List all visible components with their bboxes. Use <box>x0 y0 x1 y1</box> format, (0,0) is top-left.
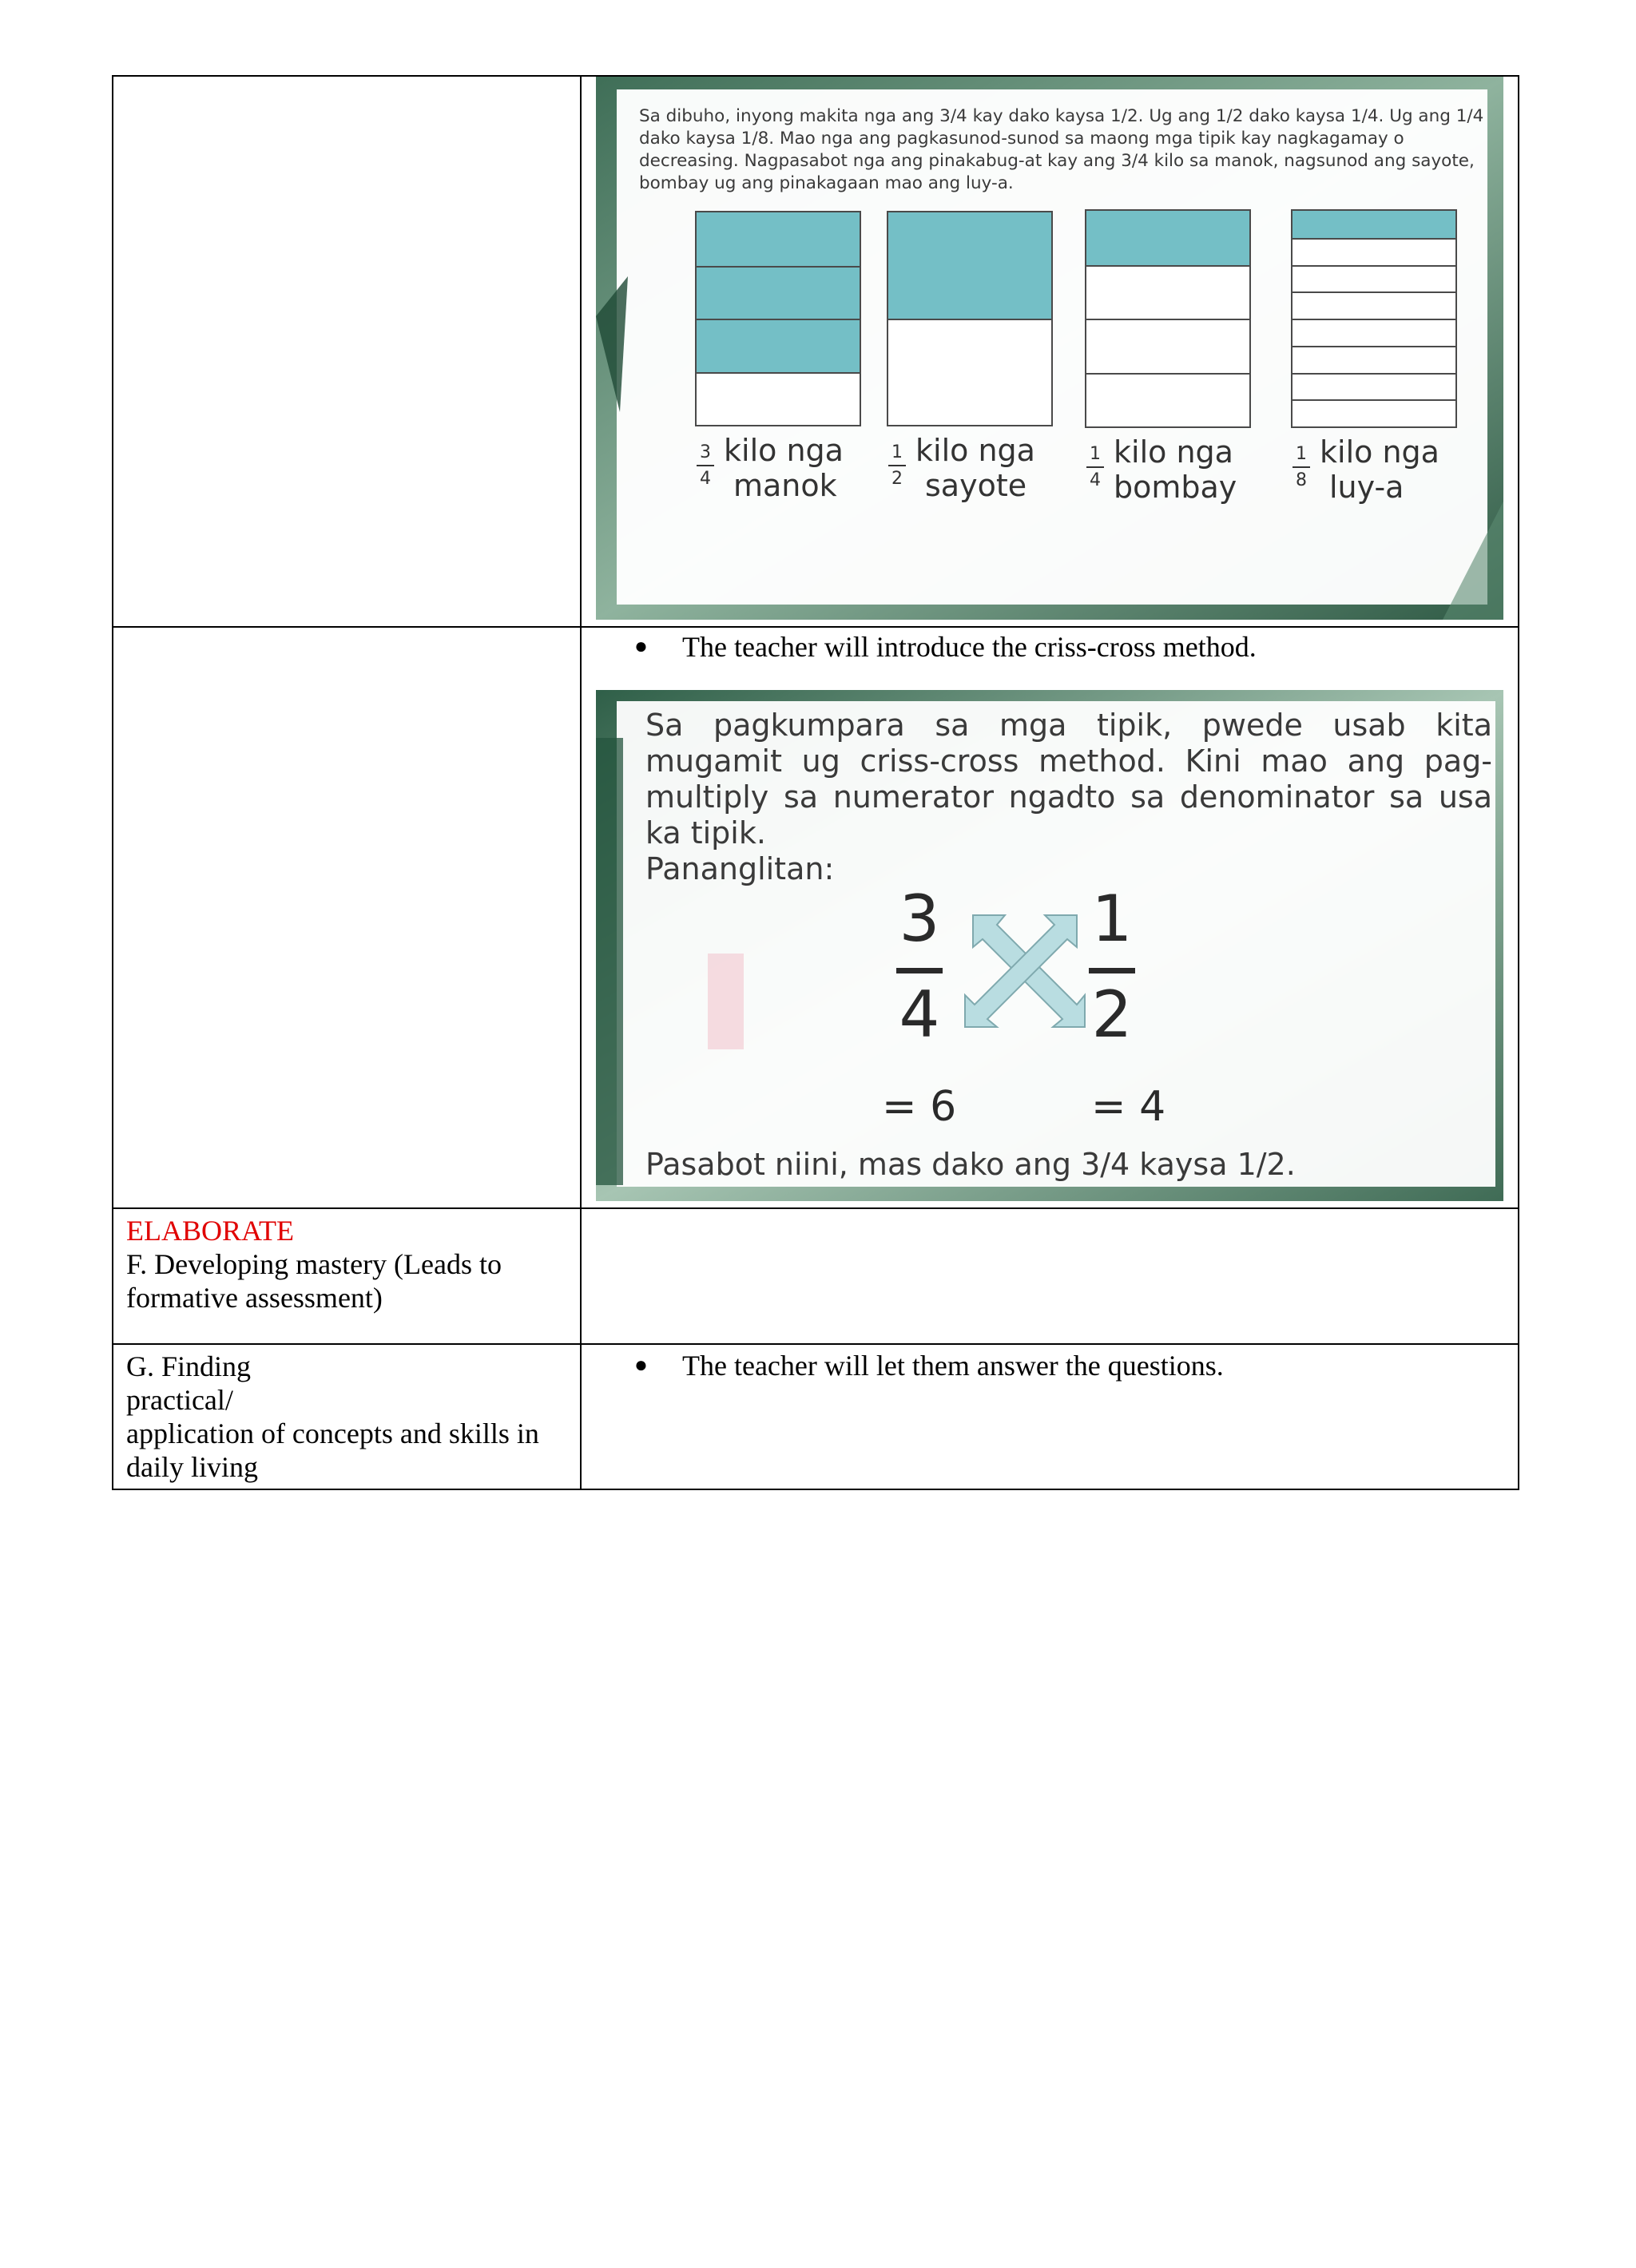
criss-cross-slide <box>596 690 1503 1201</box>
slide-footer: Pasabot niini, mas dako ang 3/4 kaysa 1/2. <box>645 1147 1296 1182</box>
fraction-label <box>697 442 714 489</box>
right-numerator: 1 <box>1091 882 1133 956</box>
fraction-bar <box>1291 209 1457 428</box>
numerator: 1 <box>1090 444 1101 464</box>
empty-segment <box>1086 265 1249 319</box>
bar-label-line: bombay <box>1114 470 1237 505</box>
table-row <box>113 1208 1519 1344</box>
slide-paragraph: Sa pagkumpara sa mga tipik, pwede usab kita mugamit ug criss-cross method. Kini mao ang pag-multiply sa numerator ngadto sa denominator sa usa ka tipik. <box>645 708 1492 850</box>
criss-cross-arrows-icon <box>957 899 1093 1035</box>
bullet-item <box>582 629 1518 664</box>
section-heading: ELABORATE <box>126 1215 294 1247</box>
bar-label-line: kilo nga <box>915 433 1035 468</box>
row-label: F. Developing mastery (Leads to formative assessment) <box>126 1248 502 1314</box>
numerator: 1 <box>891 442 903 462</box>
slide-paragraph: Sa dibuho, inyong makita nga ang 3/4 kay dako kaysa 1/2. Ug ang 1/2 dako kaysa 1/4. Ug ang 1/4 dako kaysa 1/8. Mao nga ang pagkasunod-sunod sa maong mga tipik kay nagkagamay o decreasing. Nagpasabot nga ang pinakabug-at kay ang 3/4 kilo sa manok, nagsunod ang sayote, bombay ug ang pinakagaan mao ang luy-a. <box>639 106 1484 193</box>
denominator: 4 <box>700 469 711 489</box>
bar-label <box>1293 434 1484 519</box>
right-cell-empty <box>581 1208 1519 1344</box>
fraction-bars-slide <box>596 77 1503 620</box>
empty-segment <box>1293 319 1455 346</box>
right-denominator: 2 <box>1091 977 1133 1052</box>
empty-segment <box>888 319 1051 425</box>
fraction-bar <box>1085 209 1251 428</box>
table-row <box>113 1344 1519 1489</box>
left-cell <box>113 1208 581 1344</box>
numerator: 3 <box>700 442 711 462</box>
bar-label-line: kilo nga <box>1320 434 1439 470</box>
bar-label-line: kilo nga <box>724 433 844 468</box>
bullet-text: The teacher will let them answer the questions. <box>682 1350 1224 1382</box>
bullet-item <box>582 1348 1518 1383</box>
right-fraction-bar <box>1089 968 1135 973</box>
right-cell <box>581 1344 1519 1489</box>
bar-label <box>1086 434 1278 519</box>
empty-segment <box>1293 346 1455 373</box>
left-cell <box>113 1344 581 1489</box>
left-denominator: 4 <box>899 977 940 1052</box>
denominator: 4 <box>1090 470 1101 490</box>
filled-segment <box>697 319 860 372</box>
right-result: = 4 <box>1091 1083 1166 1131</box>
empty-segment <box>1086 319 1249 373</box>
row-label-line: application of concepts and skills in daily living <box>126 1418 539 1483</box>
bullet-icon: ● <box>634 634 648 659</box>
example-label: Pananglitan: <box>645 851 835 886</box>
empty-segment <box>1293 238 1455 265</box>
fraction-label <box>1293 444 1310 490</box>
table-row <box>113 76 1519 627</box>
fraction-label <box>1086 444 1104 490</box>
empty-segment <box>1293 399 1455 426</box>
empty-segment <box>1293 373 1455 400</box>
left-numerator: 3 <box>899 882 940 956</box>
bar-label-line: sayote <box>925 468 1027 503</box>
fraction-label <box>888 442 906 489</box>
left-fraction-bar <box>896 968 943 973</box>
fraction-bar <box>887 211 1053 426</box>
table-row <box>113 627 1519 1208</box>
bar-label-line: kilo nga <box>1114 434 1233 470</box>
filled-segment <box>697 266 860 319</box>
empty-segment <box>1086 373 1249 427</box>
filled-segment <box>1293 211 1455 238</box>
row-label-line: practical/ <box>126 1384 233 1416</box>
right-cell <box>581 76 1519 627</box>
left-cell-empty <box>113 76 581 627</box>
lesson-plan-table <box>112 75 1519 1490</box>
numerator: 1 <box>1296 444 1307 464</box>
denominator: 8 <box>1296 470 1307 490</box>
left-result: = 6 <box>882 1083 957 1131</box>
bar-label <box>697 433 888 517</box>
fraction-bar <box>695 211 861 426</box>
bar-label <box>888 433 1080 517</box>
bullet-text: The teacher will introduce the criss-cross method. <box>682 631 1257 663</box>
row-label-line: G. Finding <box>126 1350 252 1382</box>
filled-segment <box>1086 211 1249 265</box>
bullet-icon: ● <box>634 1353 648 1378</box>
bar-label-line: luy-a <box>1329 470 1404 505</box>
filled-segment <box>888 212 1051 319</box>
bar-label-line: manok <box>733 468 837 503</box>
left-cell-empty <box>113 627 581 1208</box>
empty-segment <box>1293 265 1455 292</box>
denominator: 2 <box>891 469 903 489</box>
filled-segment <box>697 212 860 266</box>
empty-segment <box>697 372 860 426</box>
empty-segment <box>1293 291 1455 319</box>
right-cell <box>581 627 1519 1208</box>
